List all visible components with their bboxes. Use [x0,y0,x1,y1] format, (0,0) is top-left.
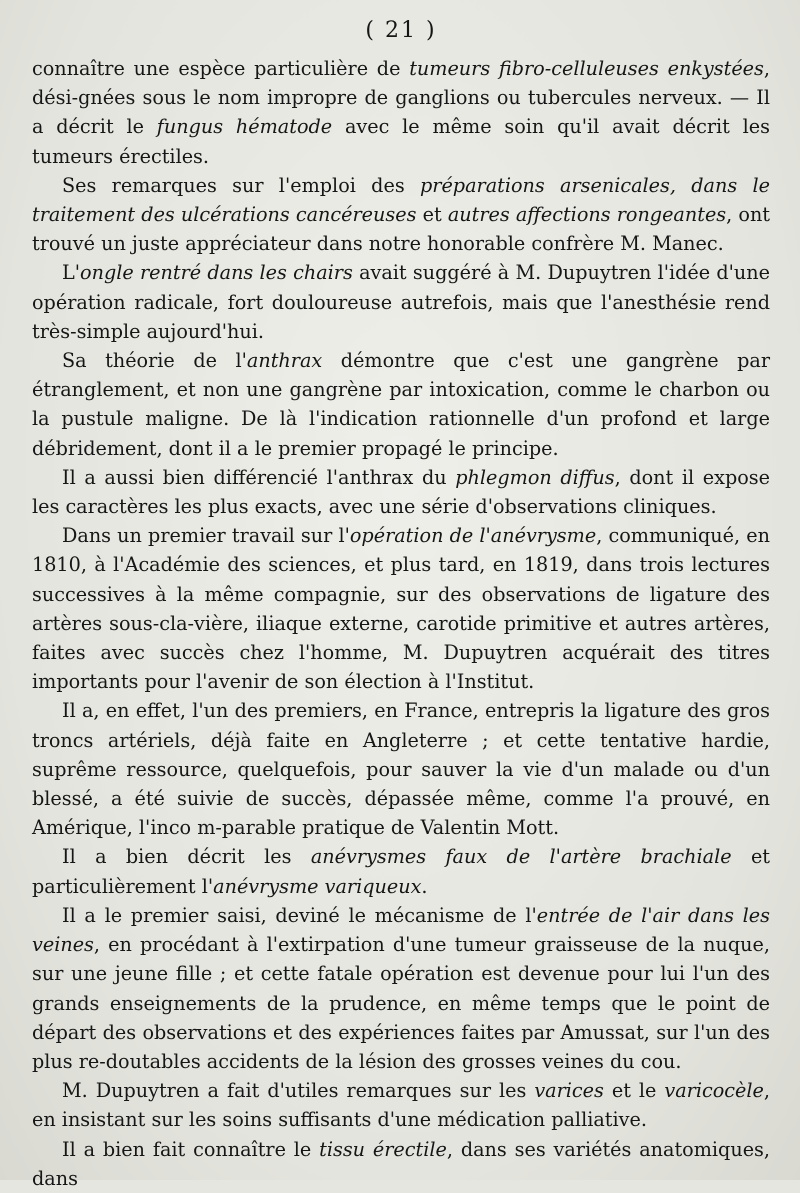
italic-text: autres affections rongeantes [447,203,727,227]
text-run: avec le même soin qu'il avait décrit les tumeurs érectiles. [32,115,771,168]
text-run: et [416,203,448,227]
italic-text: opération de l'anévrysme [349,524,597,548]
text-run: , en procédant à l'extirpation d'une tumeur graisseuse de la nuque, sur une jeune fille ; et cette fatale opération est devenue pour lui l'un des grands enseignements de la prudence, en même temps que le point de départ des observations et des expériences faites par Amussat, sur l'un des plus re-doutables accidents de la lésion des grosses veines du cou. [32,933,770,1073]
text-run: Ses remarques sur l'emploi des [62,173,420,197]
text-run: . [421,874,428,898]
italic-text: anévrysme variqueux [213,874,422,898]
text-run: Sa théorie de l' [62,349,247,373]
text-run: L' [62,261,81,285]
page-number: ( 21 ) [365,18,437,43]
text-run: Il a, en effet, l'un des premiers, en France, entrepris la ligature des gros troncs artériels, déjà faite en Angleterre ; et cette tentative hardie, suprême ressource, quelquefois, pour sauver la vie d'un malade ou d'un blessé, a été suivie de succès, dépassée même, comme l'a prouvé, en Amérique, l'inco m-parable pratique de Valentin Mott. [32,699,770,840]
paragraph [32,171,770,259]
paragraph [32,54,770,171]
italic-text: fungus hématode [156,115,333,139]
text-run: , ont trouvé un juste appréciateur dans notre honorable confrère M. Manec. [32,203,771,256]
text-run: , dont il expose les caractères les plus exacts, avec une série d'observations cliniques. [32,465,770,519]
italic-text: anthrax [246,349,323,373]
text-run: Il a aussi bien différencié l'anthrax du [62,465,456,489]
italic-text: varicocèle [664,1079,764,1103]
italic-text: préparations arsenicales, dans le traitement des ulcérations cancéreuses [32,173,770,227]
text-run: Dans un premier travail sur l' [62,524,350,548]
text-run: , communiqué, en 1810, à l'Académie des sciences, et plus tard, en 1819, dans trois lectures successives à la même compagnie, sur des observations de ligature des artères sous-cla-vière, iliaque externe, carotide primitive et autres artères, faites avec succès chez l'homme, M. Dupuytren acquérait des titres importants pour l'avenir de son élection à l'Institut. [32,524,770,694]
text-run: Il a le premier saisi, deviné le mécanisme de l' [62,903,537,927]
text-run: , en insistant sur les soins suffisants d'une médication palliative. [32,1079,770,1132]
text-run: Il a bien décrit les [62,845,311,869]
paragraph [32,258,770,346]
text-run: et le [603,1079,665,1103]
paragraph [32,842,770,900]
text-run: connaître une espèce particulière de [32,57,410,80]
text-run: , dési-gnées sous le nom impropre de ganglions ou tubercules nerveux. — Il a décrit le [32,57,770,139]
text-run: avait suggéré à M. Dupuytren l'idée d'une opération radicale, fort douloureuse autrefois, mais que l'anesthésie rend très-simple aujourd'hui. [32,261,770,343]
italic-text: anévrysmes faux de l'artère brachiale [310,845,732,869]
text-run: M. Dupuytren a fait d'utiles remarques sur les [62,1079,535,1103]
paragraph [32,1076,770,1134]
italic-text: entrée de l'air dans les veines [32,903,770,957]
italic-text: tissu érectile [319,1137,447,1161]
paragraph [32,696,770,842]
paragraph [32,346,770,463]
text-run: démontre que c'est une gangrène par étranglement, et non une gangrène par intoxication, comme le charbon ou la pustule maligne. De là l'indication rationnelle d'un profond et large débridement, dont il a le premier propagé le principe. [32,349,770,460]
italic-text: ongle rentré dans les chairs [80,261,353,285]
text-run: Il a bien fait connaître le [62,1137,320,1161]
body-text [32,54,770,1193]
paragraph [32,463,770,521]
italic-text: tumeurs fibro-celluleuses enkystées [409,57,764,80]
text-run: et particulièrement l' [32,845,771,898]
italic-text: varices [534,1079,604,1103]
paragraph [32,1135,770,1193]
paragraph [32,901,770,1076]
paragraph [32,521,770,696]
italic-text: phlegmon diffus [455,465,615,489]
text-run: , dans ses variétés anatomiques, dans [32,1137,771,1190]
